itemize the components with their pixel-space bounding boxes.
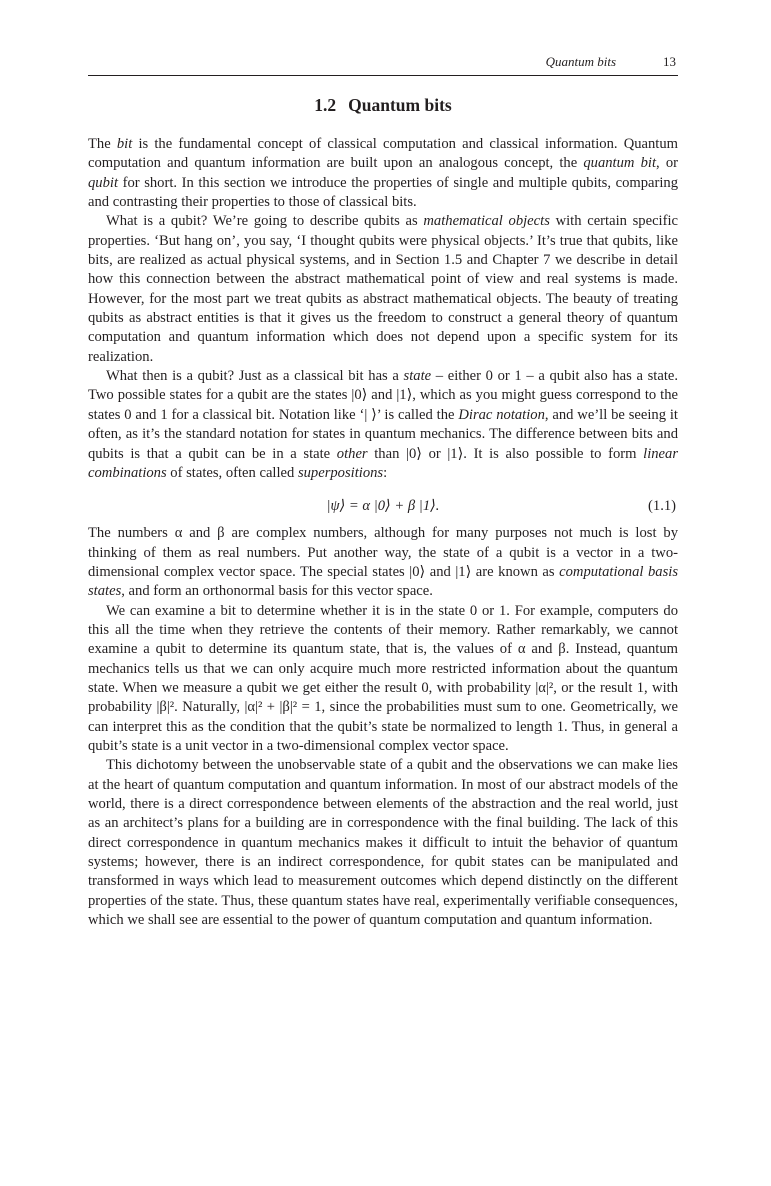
section-heading bbox=[88, 95, 678, 116]
equation-1-1 bbox=[88, 492, 678, 522]
paragraph-2 bbox=[88, 212, 678, 367]
text-run: , or bbox=[656, 155, 678, 172]
running-head-title: Quantum bits bbox=[545, 54, 616, 69]
emphasis: qubit bbox=[88, 174, 118, 191]
emphasis: bit bbox=[116, 136, 133, 152]
emphasis: mathematical objects bbox=[423, 213, 550, 230]
emphasis: Dirac notation bbox=[458, 406, 545, 423]
paragraph-3 bbox=[88, 367, 678, 483]
text-run: : bbox=[383, 464, 388, 481]
text-run: We can examine a bit to determine whether it is in the state 0 or 1. For example, computers do this all the time when they retrieve the contents of their memory. Rather remarkably, we cannot examine a qubit to determine its quantum state, that is, the values of α and β. Instead, quantum mechanics tells us that we can only acquire much more restricted information about the quantum state. When we measure a qubit we get either the result 0, with probability |α|², or the result 1, with probability |β|². Naturally, |α|² + |β|² = 1, since the probabilities must sum to one. Geometrically, we can interpret this as the condition that the qubit’s state be normalized to length 1. Thus, in general a qubit’s state is a unit vector in a two-dimensional complex vector space. bbox=[88, 602, 678, 754]
emphasis: quantum bit bbox=[583, 155, 657, 172]
emphasis: other bbox=[336, 445, 368, 462]
text-run: of states, often called bbox=[166, 464, 298, 481]
paragraph-5 bbox=[88, 602, 678, 757]
text-run: than |0⟩ or |1⟩. It is also possible to form bbox=[367, 445, 644, 462]
text-run: is the fundamental concept of classical computation and classical information. Quantum computation and quantum information are built upon an analogous concept, the bbox=[88, 136, 679, 172]
section-number: 1.2 bbox=[314, 95, 337, 115]
text-run: This dichotomy between the unobservable state of a qubit and the observations we can make lies at the heart of quantum computation and quantum information. In most of our abstract models of the world, there is a direct correspondence between elements of the abstraction and the real world, just as an architect’s plans for a building are in correspondence with the final building. The lack of this direct correspondence in quantum mechanics makes it difficult to intuit the behavior of quantum systems; however, there is an indirect correspondence, for qubit states can be manipulated and transformed in ways which lead to measurement outcomes which depend distinctly on the different properties of the state. Thus, these quantum states have real, experimentally verifiable consequences, which we shall see are essential to the power of quantum computation and quantum information. bbox=[88, 757, 678, 929]
text-run: for short. In this section we introduce the properties of single and multiple qubits, comparing and contrasting their properties to those of classical bits. bbox=[88, 174, 678, 211]
header-rule bbox=[88, 75, 678, 76]
equation-body: |ψ⟩ = α |0⟩ + β |1⟩. bbox=[326, 498, 440, 515]
equation-number: (1.1) bbox=[648, 498, 676, 515]
paragraph-4 bbox=[88, 524, 678, 601]
section-title: Quantum bits bbox=[348, 95, 452, 115]
text-run: , and form an orthonormal basis for this vector space. bbox=[121, 583, 433, 600]
page-number: 13 bbox=[663, 54, 676, 69]
text-run: The numbers α and β are complex numbers, although for many purposes not much is lost by thinking of them as real numbers. Put another way, the state of a qubit is a vector in a two-dimensional complex vector space. The special states |0⟩ and |1⟩ are known as bbox=[88, 525, 678, 580]
emphasis: computational basis states bbox=[88, 563, 679, 600]
emphasis: state bbox=[403, 368, 432, 385]
text-run: The bbox=[88, 136, 117, 152]
text-run: What is a qubit? We’re going to describe qubits as bbox=[106, 213, 424, 230]
paragraph-6 bbox=[88, 756, 678, 930]
emphasis: linear combinations bbox=[88, 445, 679, 481]
text-run: , and we’ll be seeing it often, as it’s the standard notation for states in quantum mechanics. The difference between bits and qubits is that a qubit can be in a state bbox=[88, 406, 678, 462]
emphasis: superpositions bbox=[297, 464, 384, 481]
text-run: with certain specific properties. ‘But hang on’, you say, ‘I thought qubits were physical objects.’ It’s true that qubits, like bits, are realized as actual physical systems, and in Section 1.5 and Chapter 7 we describe in detail how this connection between the abstract mathematical point of view and real systems is made. However, for the most part we treat qubits as abstract mathematical objects. The beauty of treating qubits as abstract entities is that it gives us the freedom to construct a general theory of quantum computation and quantum information which does not depend upon a specific system for its realization. bbox=[88, 213, 679, 365]
paragraph-1 bbox=[88, 135, 678, 212]
body-text bbox=[88, 135, 678, 930]
running-head bbox=[88, 54, 678, 74]
text-run: What then is a qubit? Just as a classical bit has a bbox=[106, 368, 404, 385]
text-run: – either 0 or 1 – a qubit also has a state. Two possible states for a qubit are the states |0⟩ and |1⟩, which as you might guess correspond to the states 0 and 1 for a classical bit. Notation like ‘| ⟩’ is called the bbox=[88, 368, 679, 423]
